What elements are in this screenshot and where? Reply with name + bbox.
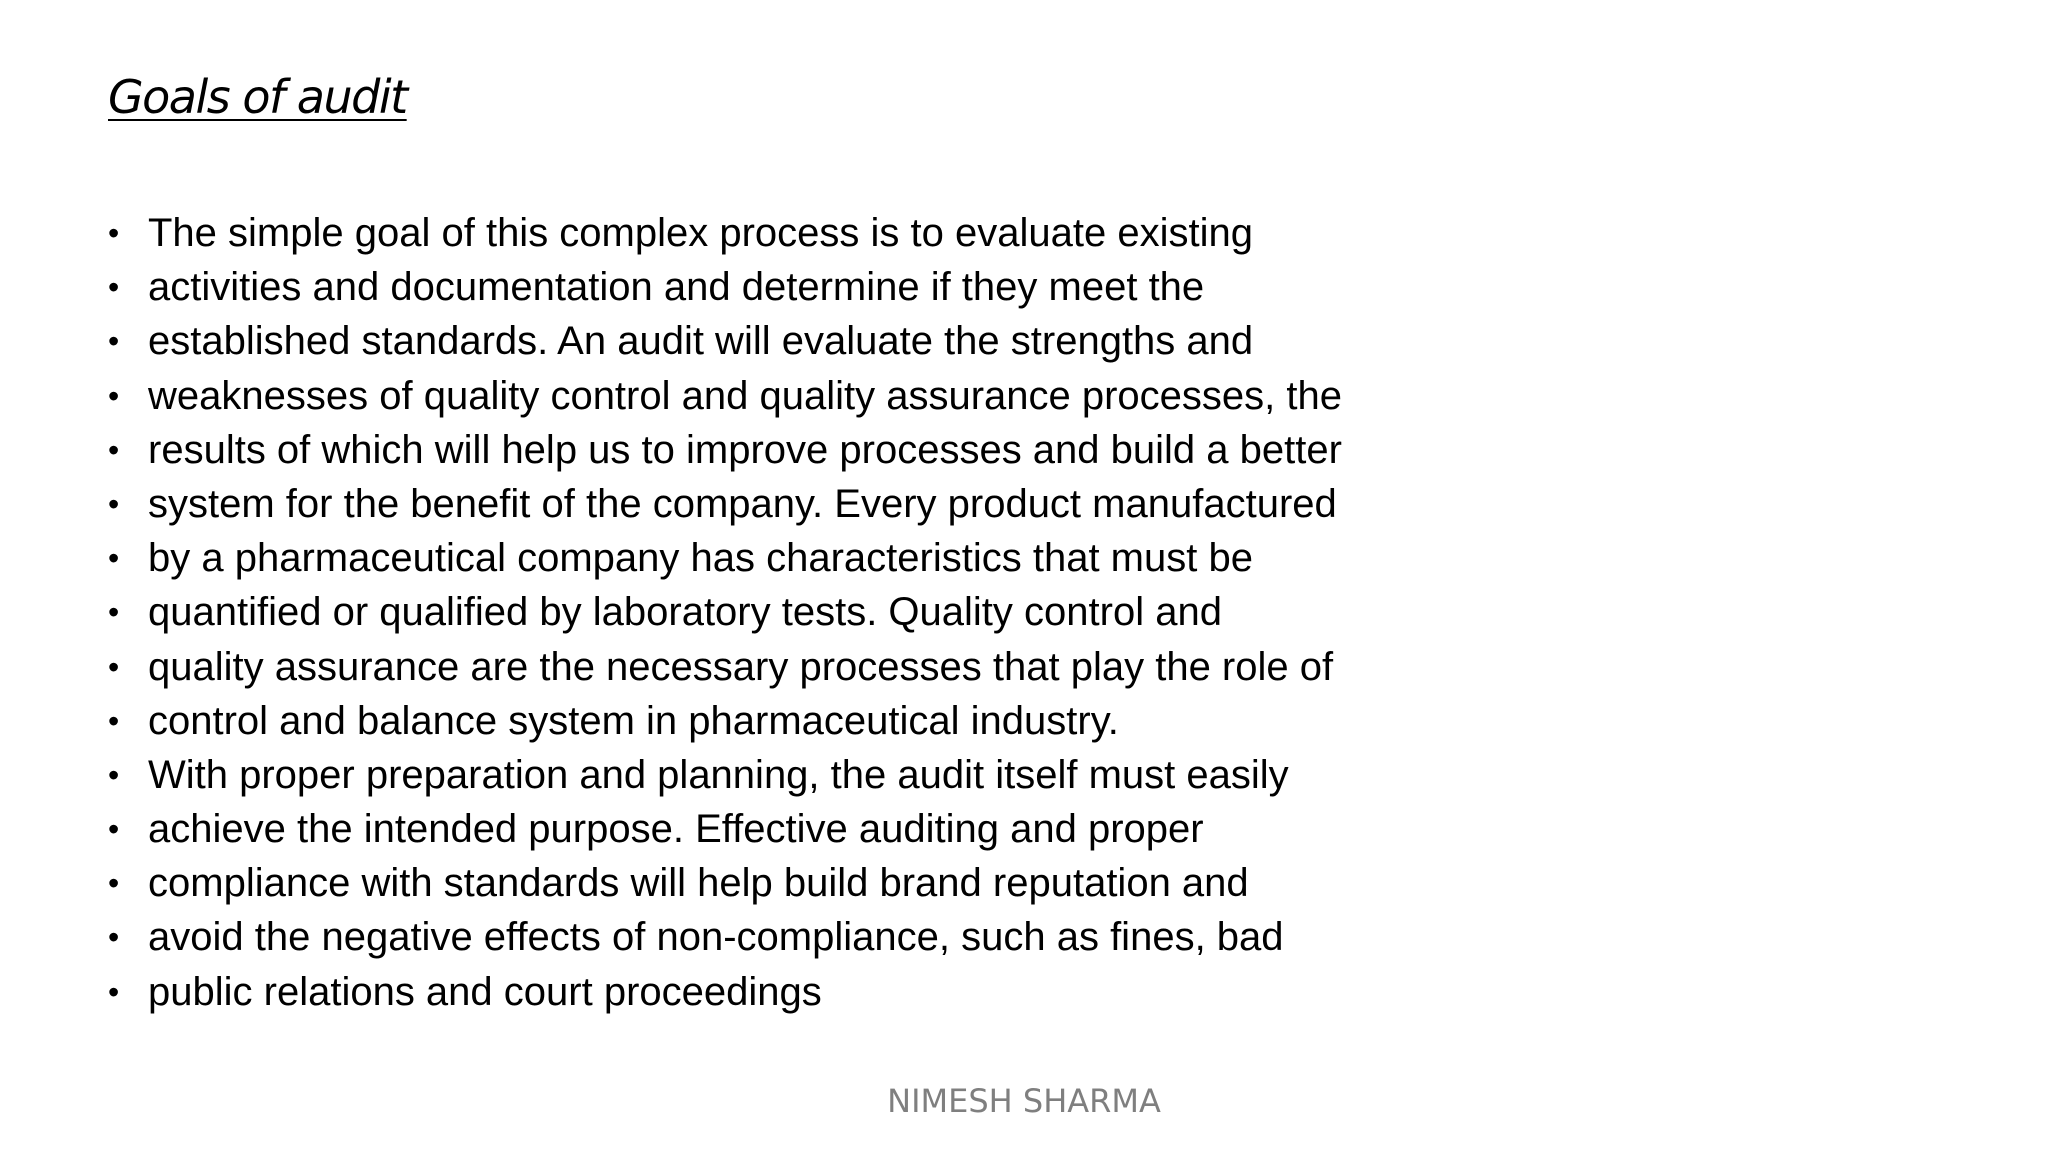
list-item (108, 640, 1342, 694)
bullet-dot-icon: • (108, 648, 120, 685)
bullet-text: system for the benefit of the company. Every product manufactured (148, 481, 1337, 526)
bullet-dot-icon: • (108, 919, 120, 956)
list-item (108, 802, 1342, 856)
bullet-dot-icon: • (108, 811, 120, 848)
bullet-dot-icon: • (108, 973, 120, 1010)
list-item (108, 965, 1342, 1019)
list-item (108, 531, 1342, 585)
list-item (108, 260, 1342, 314)
bullet-text: achieve the intended purpose. Effective auditing and proper (148, 807, 1204, 852)
bullet-text: With proper preparation and planning, the audit itself must easily (148, 752, 1289, 797)
list-item (108, 423, 1342, 477)
bullet-list (108, 206, 1342, 1019)
list-item (108, 369, 1342, 423)
bullet-dot-icon: • (108, 756, 120, 793)
list-item (108, 748, 1342, 802)
bullet-dot-icon: • (108, 865, 120, 902)
bullet-text: weaknesses of quality control and quality assurance processes, the (148, 373, 1343, 418)
bullet-text: results of which will help us to improve processes and build a better (148, 427, 1342, 472)
bullet-dot-icon: • (108, 540, 120, 577)
bullet-text: quantified or qualified by laboratory tests. Quality control and (148, 590, 1222, 635)
bullet-dot-icon: • (108, 323, 120, 360)
bullet-text: control and balance system in pharmaceutical industry. (148, 698, 1119, 743)
bullet-text: established standards. An audit will evaluate the strengths and (148, 319, 1254, 364)
bullet-dot-icon: • (108, 702, 120, 739)
bullet-dot-icon: • (108, 485, 120, 522)
bullet-dot-icon: • (108, 431, 120, 468)
bullet-text: compliance with standards will help build brand reputation and (148, 861, 1249, 906)
bullet-text: by a pharmaceutical company has characteristics that must be (148, 536, 1253, 581)
bullet-text: activities and documentation and determine if they meet the (148, 265, 1205, 310)
bullet-text: avoid the negative effects of non-compliance, such as fines, bad (148, 915, 1284, 960)
bullet-text: The simple goal of this complex process is to evaluate existing (148, 211, 1253, 255)
list-item (108, 694, 1342, 748)
list-item (108, 206, 1342, 260)
bullet-text: public relations and court proceedings (148, 969, 822, 1014)
bullet-dot-icon: • (108, 377, 120, 414)
list-item (108, 585, 1342, 639)
slide-title: Goals of audit (108, 70, 407, 124)
list-item (108, 477, 1342, 531)
slide-footer: NIMESH SHARMA (887, 1082, 1161, 1120)
list-item (108, 910, 1342, 964)
bullet-dot-icon: • (108, 594, 120, 631)
bullet-dot-icon: • (108, 269, 120, 306)
list-item (108, 314, 1342, 368)
list-item (108, 856, 1342, 910)
bullet-dot-icon: • (108, 215, 120, 251)
bullet-text: quality assurance are the necessary processes that play the role of (148, 644, 1334, 689)
